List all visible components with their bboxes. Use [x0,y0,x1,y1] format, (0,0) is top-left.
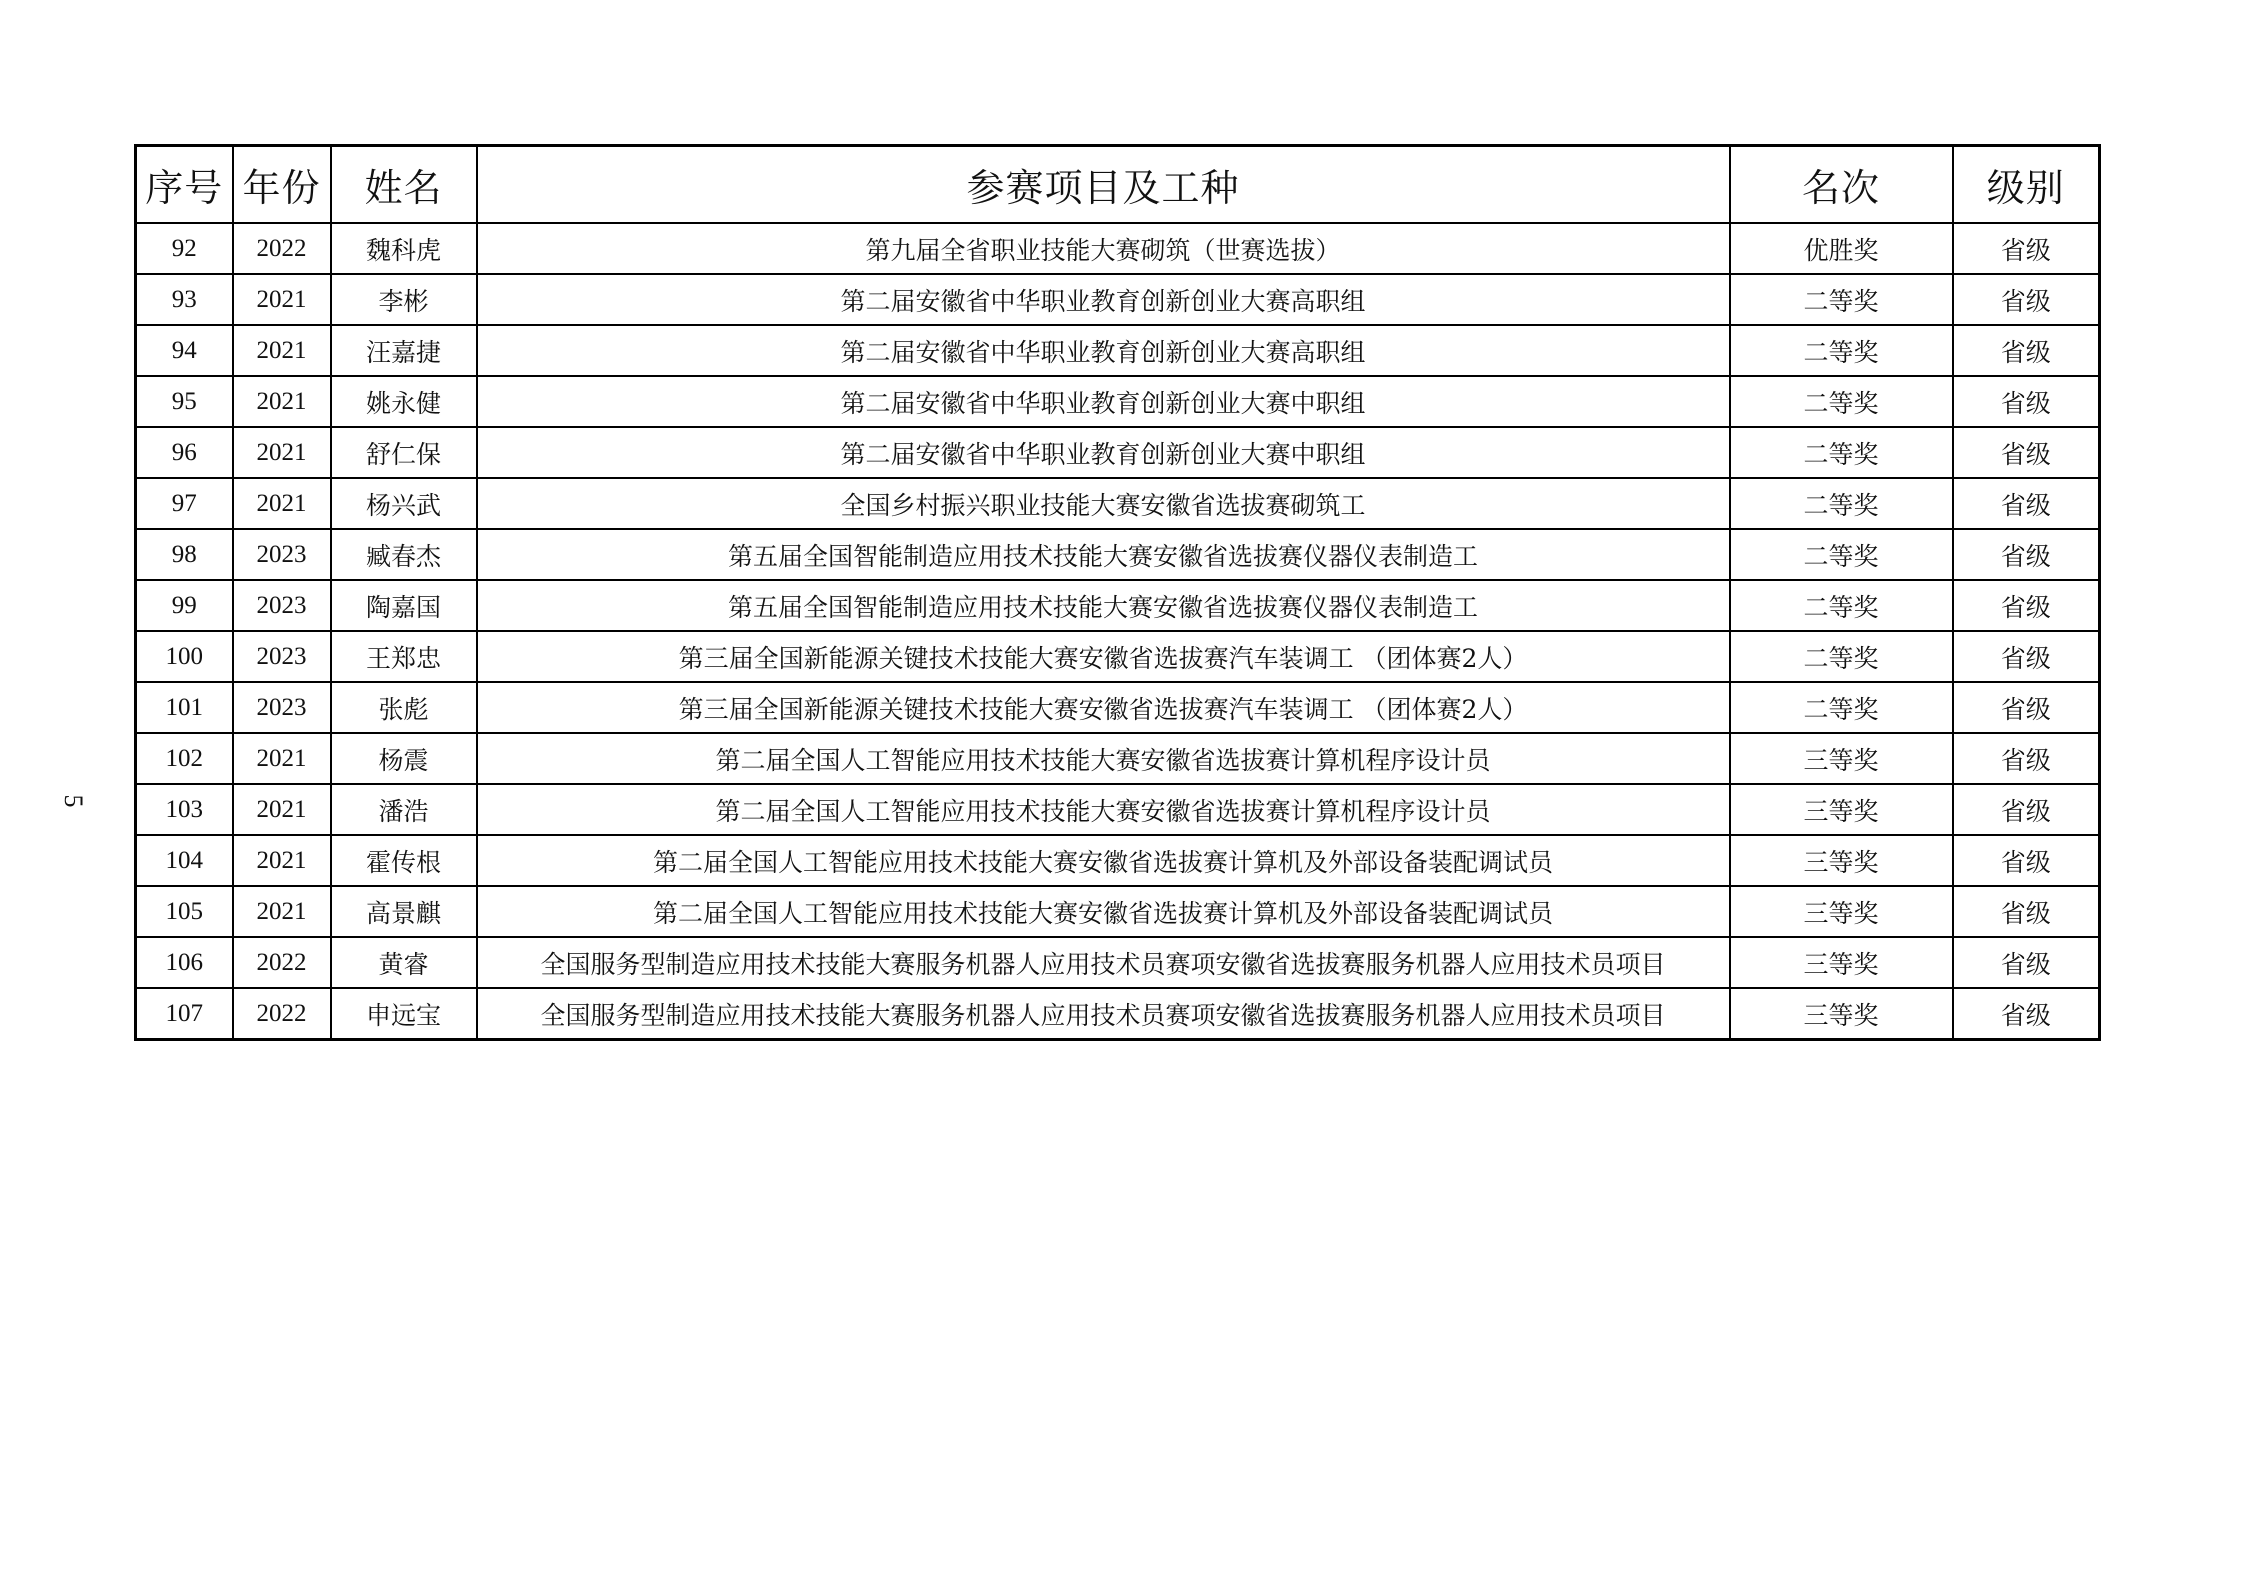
table-body [136,223,2100,1040]
cell-level: 省级 [1953,325,2100,376]
table-header-row [136,146,2100,224]
cell-index: 106 [136,937,233,988]
cell-level: 省级 [1953,835,2100,886]
cell-rank: 二等奖 [1730,682,1953,733]
cell-name: 杨震 [331,733,477,784]
cell-index: 102 [136,733,233,784]
table-row [136,886,2100,937]
cell-year: 2021 [233,325,331,376]
cell-year: 2022 [233,988,331,1040]
cell-event: 第二届全国人工智能应用技术技能大赛安徽省选拔赛计算机及外部设备装配调试员 [477,886,1730,937]
cell-year: 2021 [233,886,331,937]
cell-year: 2021 [233,784,331,835]
cell-index: 93 [136,274,233,325]
cell-name: 张彪 [331,682,477,733]
table-row [136,478,2100,529]
cell-rank: 二等奖 [1730,274,1953,325]
header-name: 姓名 [331,146,477,224]
cell-rank: 优胜奖 [1730,223,1953,274]
cell-name: 高景麒 [331,886,477,937]
cell-rank: 三等奖 [1730,937,1953,988]
cell-year: 2022 [233,223,331,274]
cell-event: 第二届安徽省中华职业教育创新创业大赛高职组 [477,325,1730,376]
cell-level: 省级 [1953,682,2100,733]
cell-level: 省级 [1953,580,2100,631]
cell-event: 第九届全省职业技能大赛砌筑（世赛选拔） [477,223,1730,274]
cell-rank: 二等奖 [1730,427,1953,478]
cell-year: 2021 [233,733,331,784]
table-row [136,682,2100,733]
header-index: 序号 [136,146,233,224]
cell-level: 省级 [1953,988,2100,1040]
cell-index: 92 [136,223,233,274]
cell-rank: 二等奖 [1730,325,1953,376]
cell-level: 省级 [1953,376,2100,427]
cell-event: 第三届全国新能源关键技术技能大赛安徽省选拔赛汽车装调工 （团体赛2人） [477,682,1730,733]
cell-name: 臧春杰 [331,529,477,580]
table-row [136,529,2100,580]
cell-event: 全国服务型制造应用技术技能大赛服务机器人应用技术员赛项安徽省选拔赛服务机器人应用技术员项目 [477,988,1730,1040]
header-level: 级别 [1953,146,2100,224]
table-row [136,274,2100,325]
cell-level: 省级 [1953,733,2100,784]
cell-index: 105 [136,886,233,937]
cell-year: 2021 [233,427,331,478]
cell-event: 全国服务型制造应用技术技能大赛服务机器人应用技术员赛项安徽省选拔赛服务机器人应用技术员项目 [477,937,1730,988]
cell-year: 2021 [233,835,331,886]
table-row [136,376,2100,427]
cell-event: 第二届全国人工智能应用技术技能大赛安徽省选拔赛计算机程序设计员 [477,784,1730,835]
cell-rank: 三等奖 [1730,886,1953,937]
header-event: 参赛项目及工种 [477,146,1730,224]
cell-index: 103 [136,784,233,835]
cell-name: 黄睿 [331,937,477,988]
table-row [136,580,2100,631]
cell-year: 2023 [233,529,331,580]
cell-rank: 三等奖 [1730,733,1953,784]
cell-event: 第二届安徽省中华职业教育创新创业大赛中职组 [477,376,1730,427]
cell-rank: 二等奖 [1730,631,1953,682]
cell-year: 2021 [233,274,331,325]
cell-index: 98 [136,529,233,580]
cell-year: 2023 [233,631,331,682]
table-row [136,835,2100,886]
cell-name: 潘浩 [331,784,477,835]
cell-rank: 二等奖 [1730,580,1953,631]
cell-event: 第五届全国智能制造应用技术技能大赛安徽省选拔赛仪器仪表制造工 [477,580,1730,631]
cell-rank: 二等奖 [1730,478,1953,529]
cell-level: 省级 [1953,274,2100,325]
cell-year: 2021 [233,376,331,427]
cell-rank: 三等奖 [1730,784,1953,835]
cell-index: 100 [136,631,233,682]
header-rank: 名次 [1730,146,1953,224]
cell-name: 杨兴武 [331,478,477,529]
cell-level: 省级 [1953,427,2100,478]
cell-rank: 三等奖 [1730,835,1953,886]
cell-index: 99 [136,580,233,631]
page-number: 5 [59,794,88,808]
cell-name: 汪嘉捷 [331,325,477,376]
cell-index: 107 [136,988,233,1040]
table-row [136,223,2100,274]
cell-event: 第三届全国新能源关键技术技能大赛安徽省选拔赛汽车装调工 （团体赛2人） [477,631,1730,682]
cell-level: 省级 [1953,784,2100,835]
cell-rank: 三等奖 [1730,988,1953,1040]
cell-rank: 二等奖 [1730,529,1953,580]
cell-index: 96 [136,427,233,478]
cell-name: 姚永健 [331,376,477,427]
cell-index: 101 [136,682,233,733]
cell-level: 省级 [1953,478,2100,529]
cell-name: 申远宝 [331,988,477,1040]
cell-index: 104 [136,835,233,886]
cell-rank: 二等奖 [1730,376,1953,427]
cell-level: 省级 [1953,223,2100,274]
table-row [136,733,2100,784]
cell-name: 魏科虎 [331,223,477,274]
table-row [136,325,2100,376]
cell-event: 第二届安徽省中华职业教育创新创业大赛高职组 [477,274,1730,325]
cell-index: 94 [136,325,233,376]
cell-event: 第五届全国智能制造应用技术技能大赛安徽省选拔赛仪器仪表制造工 [477,529,1730,580]
cell-level: 省级 [1953,631,2100,682]
cell-year: 2023 [233,682,331,733]
cell-name: 霍传根 [331,835,477,886]
cell-level: 省级 [1953,937,2100,988]
cell-level: 省级 [1953,886,2100,937]
cell-index: 97 [136,478,233,529]
award-table [134,144,2101,1041]
cell-year: 2021 [233,478,331,529]
cell-index: 95 [136,376,233,427]
table-row [136,988,2100,1040]
cell-name: 王郑忠 [331,631,477,682]
cell-name: 舒仁保 [331,427,477,478]
table-row [136,937,2100,988]
table-row [136,784,2100,835]
table-row [136,631,2100,682]
cell-event: 全国乡村振兴职业技能大赛安徽省选拔赛砌筑工 [477,478,1730,529]
cell-year: 2022 [233,937,331,988]
table-row [136,427,2100,478]
cell-level: 省级 [1953,529,2100,580]
cell-event: 第二届全国人工智能应用技术技能大赛安徽省选拔赛计算机程序设计员 [477,733,1730,784]
cell-event: 第二届全国人工智能应用技术技能大赛安徽省选拔赛计算机及外部设备装配调试员 [477,835,1730,886]
cell-event: 第二届安徽省中华职业教育创新创业大赛中职组 [477,427,1730,478]
cell-name: 李彬 [331,274,477,325]
cell-name: 陶嘉国 [331,580,477,631]
cell-year: 2023 [233,580,331,631]
header-year: 年份 [233,146,331,224]
